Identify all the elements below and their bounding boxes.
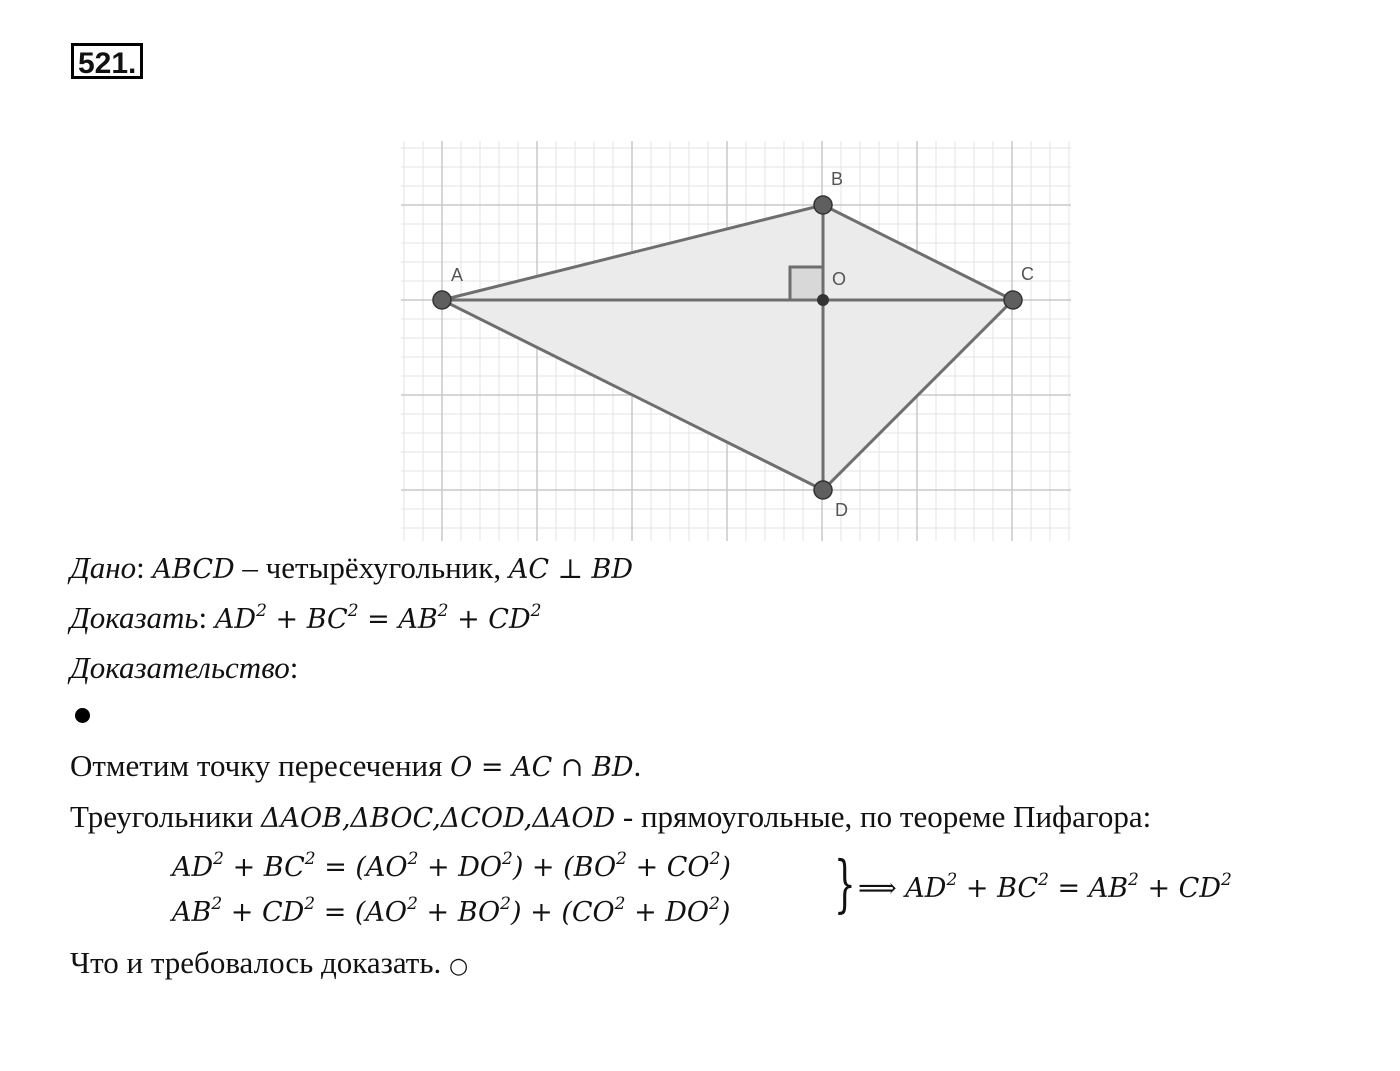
label-b: B (831, 169, 844, 189)
problem-number: 521. (71, 43, 143, 79)
given-quad: ABCD (152, 554, 235, 585)
step1-end: . (633, 748, 642, 783)
step2-text-a: Треугольники (70, 799, 261, 834)
given-label: Дано (70, 550, 137, 585)
conclusion-formula: ⟹ $AD^2 + BC^2 = AB^2 + CD^2$ (858, 870, 1232, 904)
proof-colon: : (289, 650, 299, 685)
step2-line (70, 799, 1151, 837)
right-angle-marker (790, 267, 823, 300)
proof-label: Доказательство (70, 650, 290, 685)
implies-arrow: ⟹ (858, 873, 906, 904)
given-text: – четырёхугольник, (234, 550, 509, 585)
label-o: O (832, 269, 847, 289)
given-colon: : (136, 550, 153, 585)
step2-triangles: ΔAOB,ΔBOC,ΔCOD,ΔAOD (260, 803, 616, 834)
prove-line (70, 600, 541, 638)
end-symbol: ○ (449, 954, 469, 979)
equation-line-2: $AB^2 + CD^2 = (AO^2 + BO^2) + (CO^2 + DO^2)$ (172, 894, 731, 928)
label-d: D (835, 500, 848, 520)
point-a (433, 291, 451, 309)
proof-heading (70, 650, 298, 686)
quadrilateral-figure (401, 141, 1071, 541)
bullet-icon (75, 708, 90, 723)
label-c: C (1021, 264, 1034, 284)
prove-formula: $AD^2 + BC^2 = AB^2 + CD^2$ (214, 601, 542, 635)
given-line (70, 550, 633, 588)
prove-label: Доказать (70, 600, 199, 635)
point-c (1004, 291, 1022, 309)
end-line (70, 945, 468, 985)
system-brace: } (834, 847, 856, 920)
given-perp: AC ⊥ BD (508, 554, 634, 585)
point-o (817, 294, 829, 306)
point-d (814, 481, 832, 499)
step1-line (70, 748, 641, 786)
point-b (814, 196, 832, 214)
step1-text: Отметим точку пересечения (70, 748, 451, 783)
step2-text-b: - прямоугольные, по теореме Пифагора: (615, 799, 1152, 834)
equation-line-1: $AD^2 + BC^2 = (AO^2 + DO^2) + (BO^2 + CO^2)$ (172, 849, 731, 883)
prove-colon: : (198, 600, 215, 635)
label-a: A (451, 265, 464, 285)
step1-math: O = AC ∩ BD (450, 752, 634, 783)
end-text: Что и требовалось доказать. (70, 945, 449, 980)
